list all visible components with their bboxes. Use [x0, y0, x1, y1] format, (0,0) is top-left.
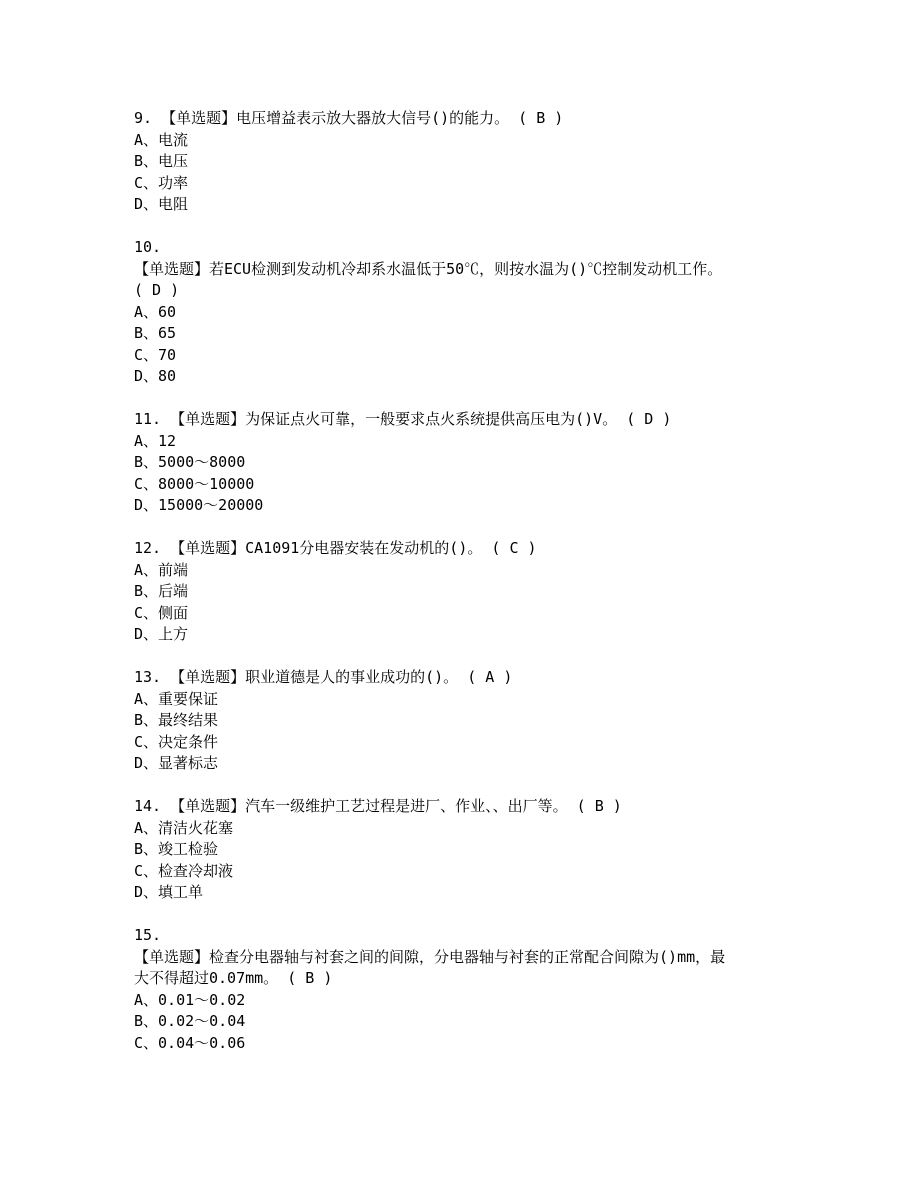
option-a: A、电流	[134, 130, 189, 149]
option-d: D、填工单	[134, 883, 204, 901]
question-stem-line: ( D )	[134, 281, 180, 299]
option-c: C、8000～10000	[134, 474, 255, 493]
question-stem-line: 【单选题】检查分电器轴与衬套之间的间隙，分电器轴与衬套的正常配合间隙为()mm，最	[134, 947, 726, 966]
question-stem-line: 11. 【单选题】为保证点火可靠，一般要求点火系统提供高压电为()V。 ( D )	[134, 410, 672, 428]
question-stem-line: 9. 【单选题】电压增益表示放大器放大信号()的能力。 ( B )	[134, 109, 564, 127]
question-9	[134, 108, 794, 216]
question-14	[134, 796, 794, 904]
option-b: B、竣工检验	[134, 840, 219, 858]
question-stem-line: 【单选题】若ECU检测到发动机冷却系水温低于50℃，则按水温为()℃控制发动机工作。	[134, 259, 723, 278]
option-d: D、上方	[134, 625, 189, 643]
option-b: B、最终结果	[134, 711, 219, 729]
option-b: B、后端	[134, 582, 189, 600]
question-stem-line: 大不得超过0.07mm。 ( B )	[134, 969, 333, 987]
option-c: C、决定条件	[134, 732, 219, 751]
option-a: A、清洁火花塞	[134, 818, 234, 837]
option-b: B、0.02～0.04	[134, 1012, 246, 1030]
question-stem-line: 10.	[134, 238, 162, 256]
spacer	[134, 216, 794, 238]
question-stem-line: 13. 【单选题】职业道德是人的事业成功的()。 ( A )	[134, 668, 513, 686]
option-a: A、0.01～0.02	[134, 990, 246, 1009]
option-a: A、前端	[134, 560, 189, 579]
question-stem-line: 15.	[134, 926, 162, 944]
question-12	[134, 538, 794, 646]
option-b: B、65	[134, 324, 177, 342]
option-c: C、侧面	[134, 603, 189, 622]
option-c: C、检查冷却液	[134, 861, 234, 880]
option-c: C、70	[134, 345, 177, 364]
spacer	[134, 775, 794, 797]
question-stem-line: 14. 【单选题】汽车一级维护工艺过程是进厂、作业、、出厂等。 ( B )	[134, 797, 622, 815]
question-11	[134, 409, 794, 517]
exam-page	[134, 108, 794, 1054]
option-d: D、15000～20000	[134, 496, 264, 514]
question-15	[134, 925, 794, 1054]
question-10	[134, 237, 794, 388]
spacer	[134, 517, 794, 539]
option-d: D、显著标志	[134, 754, 219, 772]
question-13	[134, 667, 794, 775]
option-d: D、80	[134, 367, 177, 385]
option-a: A、重要保证	[134, 689, 219, 708]
spacer	[134, 904, 794, 926]
option-b: B、电压	[134, 152, 189, 170]
option-b: B、5000～8000	[134, 453, 246, 471]
spacer	[134, 646, 794, 668]
option-d: D、电阻	[134, 195, 189, 213]
question-stem-line: 12. 【单选题】CA1091分电器安装在发动机的()。 ( C )	[134, 539, 537, 557]
option-c: C、0.04～0.06	[134, 1033, 246, 1052]
option-a: A、12	[134, 431, 177, 450]
spacer	[134, 388, 794, 410]
option-c: C、功率	[134, 173, 189, 192]
option-a: A、60	[134, 302, 177, 321]
